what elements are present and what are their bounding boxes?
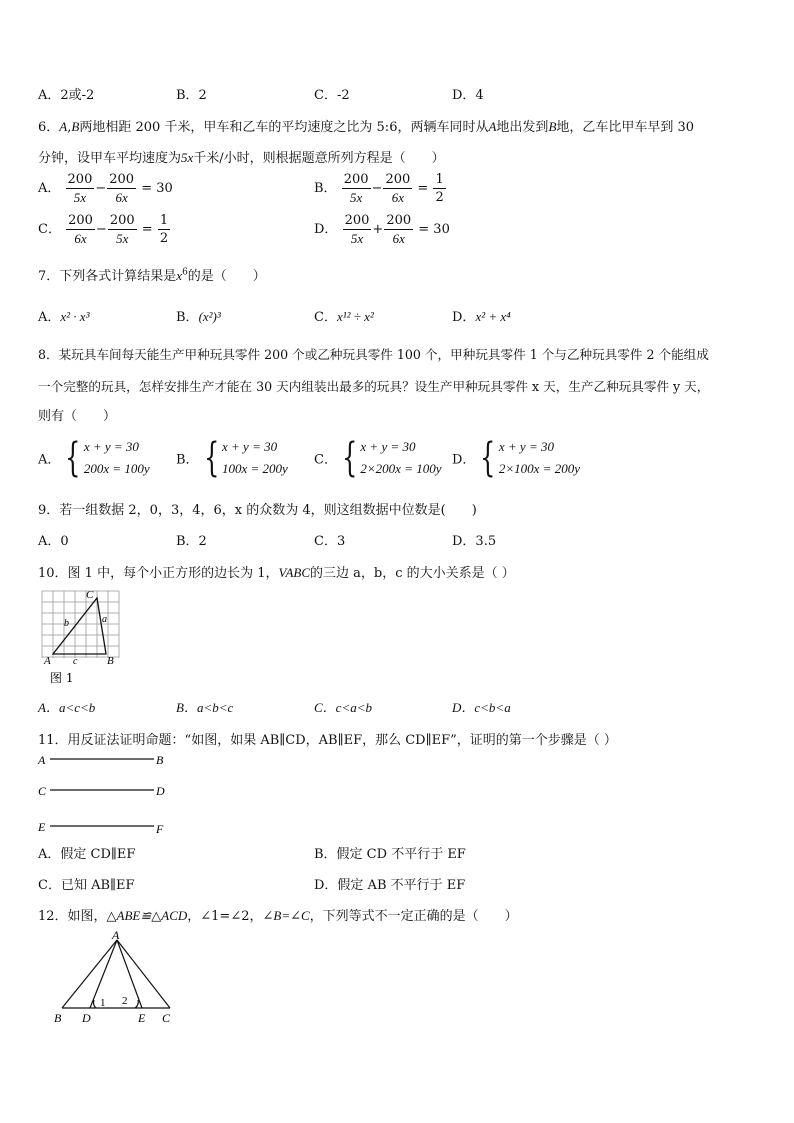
q6-option-c: C． $\frac{200}{6x}$ − $\frac{200}{5x}$ = $\frac{1}{2}$ (38, 213, 169, 246)
q7-stem: 7．下列各式计算结果是$x^6$的是（ ） (38, 267, 266, 284)
q10-stem: 10．图 1 中，每个小正方形的边长为 1，VABC的三边 a，b，c 的大小关系是（ ） (38, 565, 515, 581)
q6-option-d: D． $\frac{200}{5x}$ + $\frac{200}{6x}$ = 30 (314, 213, 450, 246)
q10-label-B: B (107, 655, 114, 667)
q8-stem-line1: 8．某玩具车间每天能生产甲种玩具零件 200 个或乙种玩具零件 100 个，甲种玩具零件 1 个与乙种玩具零件 2 个能组成 (38, 347, 709, 362)
q10-label-c: c (73, 656, 78, 667)
q12-triangle-figure (50, 928, 180, 1028)
q7-option-a: A．x² · x³ (38, 309, 90, 325)
q11-label-E: E (38, 820, 46, 834)
q6-option-b: B． $\frac{200}{5x}$ − $\frac{200}{6x}$ = $\frac{1}{2}$ (314, 172, 444, 205)
q10-triangle (53, 598, 106, 654)
q12-label-D: D (82, 1011, 91, 1025)
q8-option-d: D． { x + y = 30 2×100x = 200y (452, 435, 580, 481)
q10-option-d: D．c<b<a (452, 700, 511, 715)
q9-option-d: D．3.5 (452, 534, 497, 549)
q9-stem: 9．若一组数据 2，0，3，4，6，x 的众数为 4，则这组数据中位数是( ) (38, 503, 477, 518)
q12-label-C: C (162, 1011, 171, 1025)
q10-option-c: C．c<a<b (314, 700, 372, 715)
q8-option-b: B． { x + y = 30 100x = 200y (176, 435, 288, 481)
q12-label-B: B (54, 1011, 62, 1025)
q9-option-a: A．0 (38, 534, 69, 549)
q11-label-A: A (38, 753, 46, 767)
q11-parallel-lines-figure (36, 750, 176, 838)
q6-stem-line1: 6．A,B两地相距 200 千米，甲车和乙车的平均速度之比为 5:6，两辆车同时从A地出发到B地，乙车比甲车早到 30 (38, 119, 695, 135)
q10-option-a: A．a<c<b (38, 700, 96, 715)
q11-stem: 11．用反证法证明命题：“如图，如果 AB∥CD，AB∥EF，那么 CD∥EF”，证明的第一个步骤是（ ） (38, 733, 617, 748)
q11-option-d: D．假定 AB 不平行于 EF (314, 878, 466, 893)
q10-option-b: B．a<b<c (176, 700, 234, 715)
q10-label-b: b (64, 618, 69, 629)
q12-label-E: E (138, 1011, 146, 1025)
q5-option-d: D．4 (452, 88, 484, 103)
q8-stem-line3: 则有（ ） (38, 409, 117, 424)
q12-label-2: 2 (122, 995, 128, 1007)
q11-option-c: C．已知 AB∥EF (38, 878, 135, 893)
q10-grid-figure (38, 588, 124, 688)
q6-stem-line2: 分钟，设甲车平均速度为5x千米/小时，则根据题意所列方程是（ ） (38, 150, 445, 166)
q5-option-c: C．-2 (314, 88, 350, 103)
q12-label-1: 1 (100, 997, 106, 1009)
q10-figure-caption: 图 1 (50, 671, 74, 685)
q11-label-C: C (38, 784, 47, 798)
q10-label-a: a (102, 614, 107, 625)
q9-option-c: C．3 (314, 534, 346, 549)
q12-label-A: A (112, 928, 120, 942)
q6-option-a: A． $\frac{200}{5x}$ − $\frac{200}{6x}$ = 30 (38, 172, 173, 205)
q7-option-c: C．x¹² ÷ x² (314, 309, 374, 325)
q12-stem: 12．如图，△ABE≌△ACD，∠1=∠2，∠B=∠C，下列等式不一定正确的是（ ） (38, 908, 518, 924)
q11-label-D: D (156, 784, 165, 798)
q7-option-d: D．x² + x⁴ (452, 309, 511, 325)
q8-option-c: C． { x + y = 30 2×200x = 100y (314, 435, 442, 481)
q9-option-b: B．2 (176, 534, 207, 549)
q7-option-b: B．(x²)³ (176, 309, 221, 325)
q8-stem-line2: 一个完整的玩具，怎样安排生产才能在 30 天内组装出最多的玩具？设生产甲种玩具零件 x 天，生产乙种玩具零件 y 天， (38, 379, 710, 394)
q11-option-a: A．假定 CD∥EF (38, 847, 136, 862)
q11-label-F: F (156, 822, 164, 836)
q11-label-B: B (156, 753, 164, 767)
q5-option-a: A．2或-2 (38, 88, 95, 103)
q11-option-b: B．假定 CD 不平行于 EF (314, 847, 466, 862)
q8-option-a: A． { x + y = 30 200x = 100y (38, 435, 150, 481)
q10-label-A: A (44, 655, 51, 667)
q5-option-b: B．2 (176, 88, 207, 103)
q10-label-C: C (86, 589, 94, 601)
